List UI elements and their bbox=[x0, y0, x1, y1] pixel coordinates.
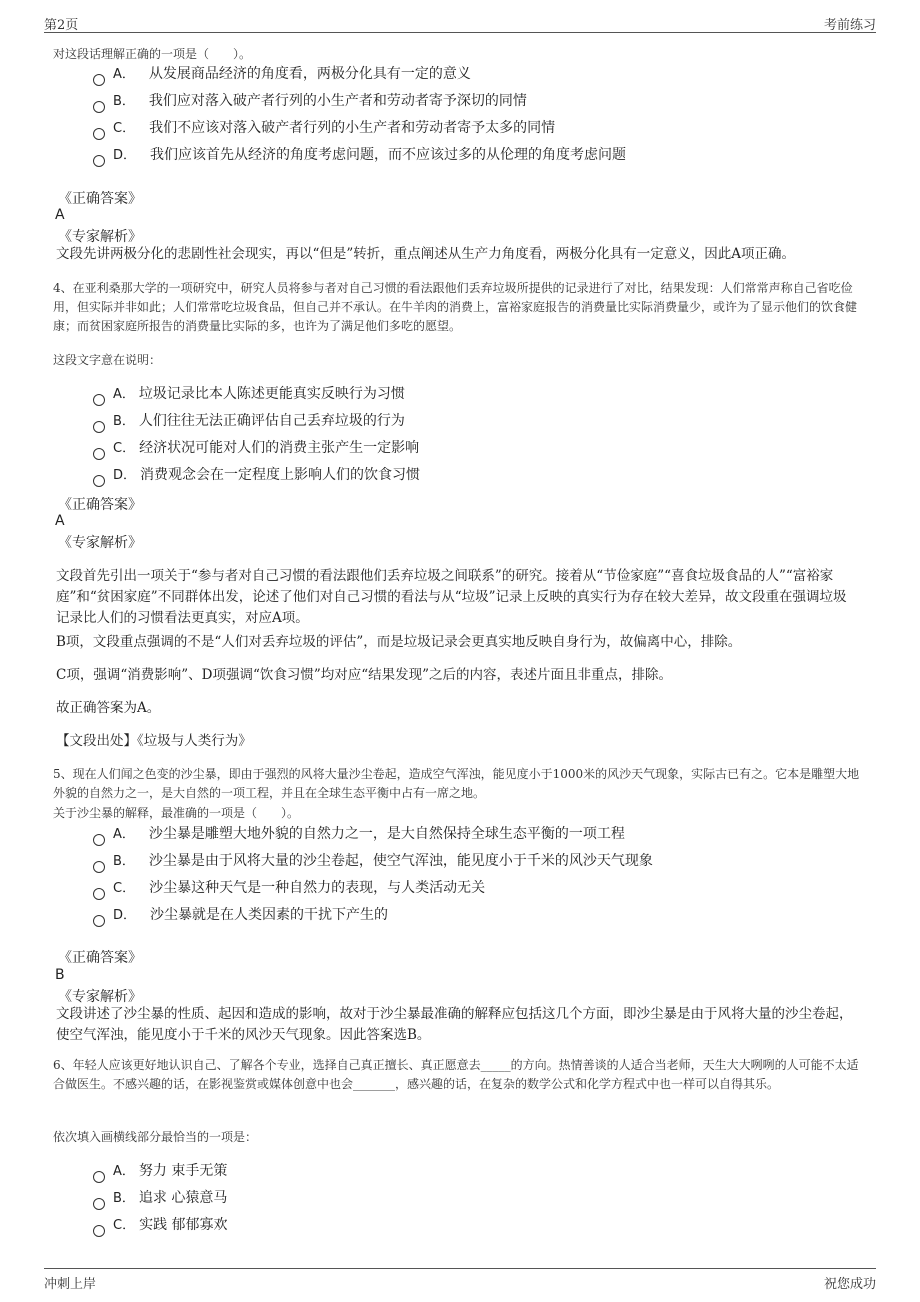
q3-answer: A bbox=[55, 207, 65, 223]
radio-icon[interactable] bbox=[93, 448, 105, 460]
q4-answer-label: 《正确答案》 bbox=[58, 497, 142, 513]
q5-option-b[interactable]: B． 沙尘暴是由于风将大量的沙尘卷起，使空气浑浊，能见度小于千米的风沙天气现象 bbox=[93, 851, 653, 872]
radio-icon[interactable] bbox=[93, 1225, 105, 1237]
footer-left: 冲刺上岸 bbox=[44, 1277, 97, 1292]
q6-option-b[interactable]: B． 追求 心猿意马 bbox=[93, 1188, 227, 1209]
radio-icon[interactable] bbox=[93, 834, 105, 846]
q4-analysis-p4: 故正确答案为A。 bbox=[56, 700, 161, 716]
radio-icon[interactable] bbox=[93, 1198, 105, 1210]
radio-icon[interactable] bbox=[93, 155, 105, 167]
q5-option-a[interactable]: A． 沙尘暴是雕塑大地外貌的自然力之一，是大自然保持全球生态平衡的一项工程 bbox=[93, 824, 625, 845]
q5-analysis-label: 《专家解析》 bbox=[58, 989, 142, 1005]
q6-option-c[interactable]: C． 实践 郁郁寡欢 bbox=[93, 1215, 228, 1236]
q3-option-d[interactable]: D． 我们应该首先从经济的角度考虑问题，而不应该过多的从伦理的角度考虑问题 bbox=[93, 145, 626, 166]
radio-icon[interactable] bbox=[93, 1171, 105, 1183]
q4-analysis-p2: B项，文段重点强调的不是“人们对丢弃垃圾的评估”，而是垃圾记录会更真实地反映自身行为，故偏离中心，排除。 bbox=[56, 634, 742, 650]
q5-passage: 5、现在人们闻之色变的沙尘暴，即由于强烈的风将大量沙尘卷起，造成空气浑浊，能见度小于1000米的风沙天气现象，实际古已有之。它本是雕塑大地外貌的自然力之一，是大自然的一项工程，并且在全球生态平衡中占有一席之地。 bbox=[53, 767, 860, 800]
radio-icon[interactable] bbox=[93, 128, 105, 140]
q3-option-b[interactable]: B． 我们应对落入破产者行列的小生产者和劳动者寄予深切的同情 bbox=[93, 91, 527, 112]
q5-option-d[interactable]: D． 沙尘暴就是在人类因素的干扰下产生的 bbox=[93, 905, 388, 926]
radio-icon[interactable] bbox=[93, 888, 105, 900]
page-number: 第2页 bbox=[44, 18, 79, 33]
q3-answer-label: 《正确答案》 bbox=[58, 191, 142, 207]
q4-option-b[interactable]: B． 人们往往无法正确评估自己丢弃垃圾的行为 bbox=[93, 411, 405, 432]
q4-passage: 4、在亚利桑那大学的一项研究中，研究人员将参与者对自己习惯的看法跟他们丢弃垃圾所提供的记录进行了对比，结果发现：人们常常声称自己省吃俭用，但实际并非如此；人们常常吃垃圾食品，但自己并不承认。在牛羊肉的消费上，富裕家庭报告的消费量比实际消费量少，或许为了显示他们的饮食健康；而贫困家庭所报告的消费量比实际的多，也许为了满足他们多吃的愿望。 bbox=[53, 281, 858, 333]
q5-option-c[interactable]: C． 沙尘暴这种天气是一种自然力的表现，与人类活动无关 bbox=[93, 878, 485, 899]
radio-icon[interactable] bbox=[93, 475, 105, 487]
q4-option-d[interactable]: D． 消费观念会在一定程度上影响人们的饮食习惯 bbox=[93, 465, 420, 486]
q3-analysis-label: 《专家解析》 bbox=[58, 229, 142, 245]
q5-answer-label: 《正确答案》 bbox=[58, 950, 142, 966]
radio-icon[interactable] bbox=[93, 861, 105, 873]
q4-answer: A bbox=[55, 513, 65, 529]
q4-analysis-p1: 文段首先引出一项关于“参与者对自己习惯的看法跟他们丢弃垃圾之间联系”的研究。接着从“节俭家庭”“喜食垃圾食品的人”“富裕家庭”和“贫困家庭”不同群体出发，论述了他们对自己习惯的看法与从“垃圾”记录上反映的真实行为存在较大差异，故文段重在强调垃圾记录比人们的习惯看法更真实，对应A项。 bbox=[56, 568, 847, 626]
radio-icon[interactable] bbox=[93, 74, 105, 86]
header-title: 考前练习 bbox=[823, 18, 876, 33]
q5-analysis: 文段讲述了沙尘暴的性质、起因和造成的影响，故对于沙尘暴最准确的解释应包括这几个方面，即沙尘暴是由于风将大量的沙尘卷起，使空气浑浊，能见度小于千米的风沙天气现象。因此答案选B。 bbox=[56, 1006, 853, 1043]
footer-right: 祝您成功 bbox=[823, 1277, 876, 1292]
q5-answer: B bbox=[55, 967, 65, 983]
q3-stem: 对这段话理解正确的一项是（ ）。 bbox=[53, 47, 252, 61]
q3-option-a[interactable]: A． 从发展商品经济的角度看，两极分化具有一定的意义 bbox=[93, 64, 471, 85]
q6-option-a[interactable]: A． 努力 束手无策 bbox=[93, 1161, 227, 1182]
q4-option-a[interactable]: A． 垃圾记录比本人陈述更能真实反映行为习惯 bbox=[93, 384, 405, 405]
q3-option-c[interactable]: C． 我们不应该对落入破产者行列的小生产者和劳动者寄予太多的同情 bbox=[93, 118, 555, 139]
radio-icon[interactable] bbox=[93, 915, 105, 927]
q5-stem: 关于沙尘暴的解释，最准确的一项是（ ）。 bbox=[53, 806, 300, 820]
q4-source: 【文段出处】《垃圾与人类行为》 bbox=[56, 733, 252, 749]
q4-analysis-p3: C项，强调“消费影响”、D项强调“饮食习惯”均对应“结果发现”之后的内容，表述片面且非重点，排除。 bbox=[56, 667, 673, 683]
q4-option-c[interactable]: C． 经济状况可能对人们的消费主张产生一定影响 bbox=[93, 438, 419, 459]
q4-stem: 这段文字意在说明： bbox=[53, 353, 162, 367]
q3-analysis: 文段先讲两极分化的悲剧性社会现实，再以“但是”转折，重点阐述从生产力角度看，两极分化具有一定意义，因此A项正确。 bbox=[56, 246, 796, 262]
q6-passage: 6、年轻人应该更好地认识自己、了解各个专业，选择自己真正擅长、真正愿意去_____的方向。热情善谈的人适合当老师，天生大大咧咧的人可能不太适合做医生。不感兴趣的话，在影视鉴赏或媒体创意中也会_______，感兴趣的话，在复杂的数学公式和化学方程式中也一样可以自得其乐。 bbox=[53, 1058, 859, 1091]
q6-stem: 依次填入画横线部分最恰当的一项是： bbox=[53, 1130, 258, 1144]
radio-icon[interactable] bbox=[93, 101, 105, 113]
page-footer bbox=[44, 1268, 876, 1291]
q4-analysis-label: 《专家解析》 bbox=[58, 535, 142, 551]
page-header bbox=[44, 12, 876, 33]
radio-icon[interactable] bbox=[93, 421, 105, 433]
radio-icon[interactable] bbox=[93, 394, 105, 406]
